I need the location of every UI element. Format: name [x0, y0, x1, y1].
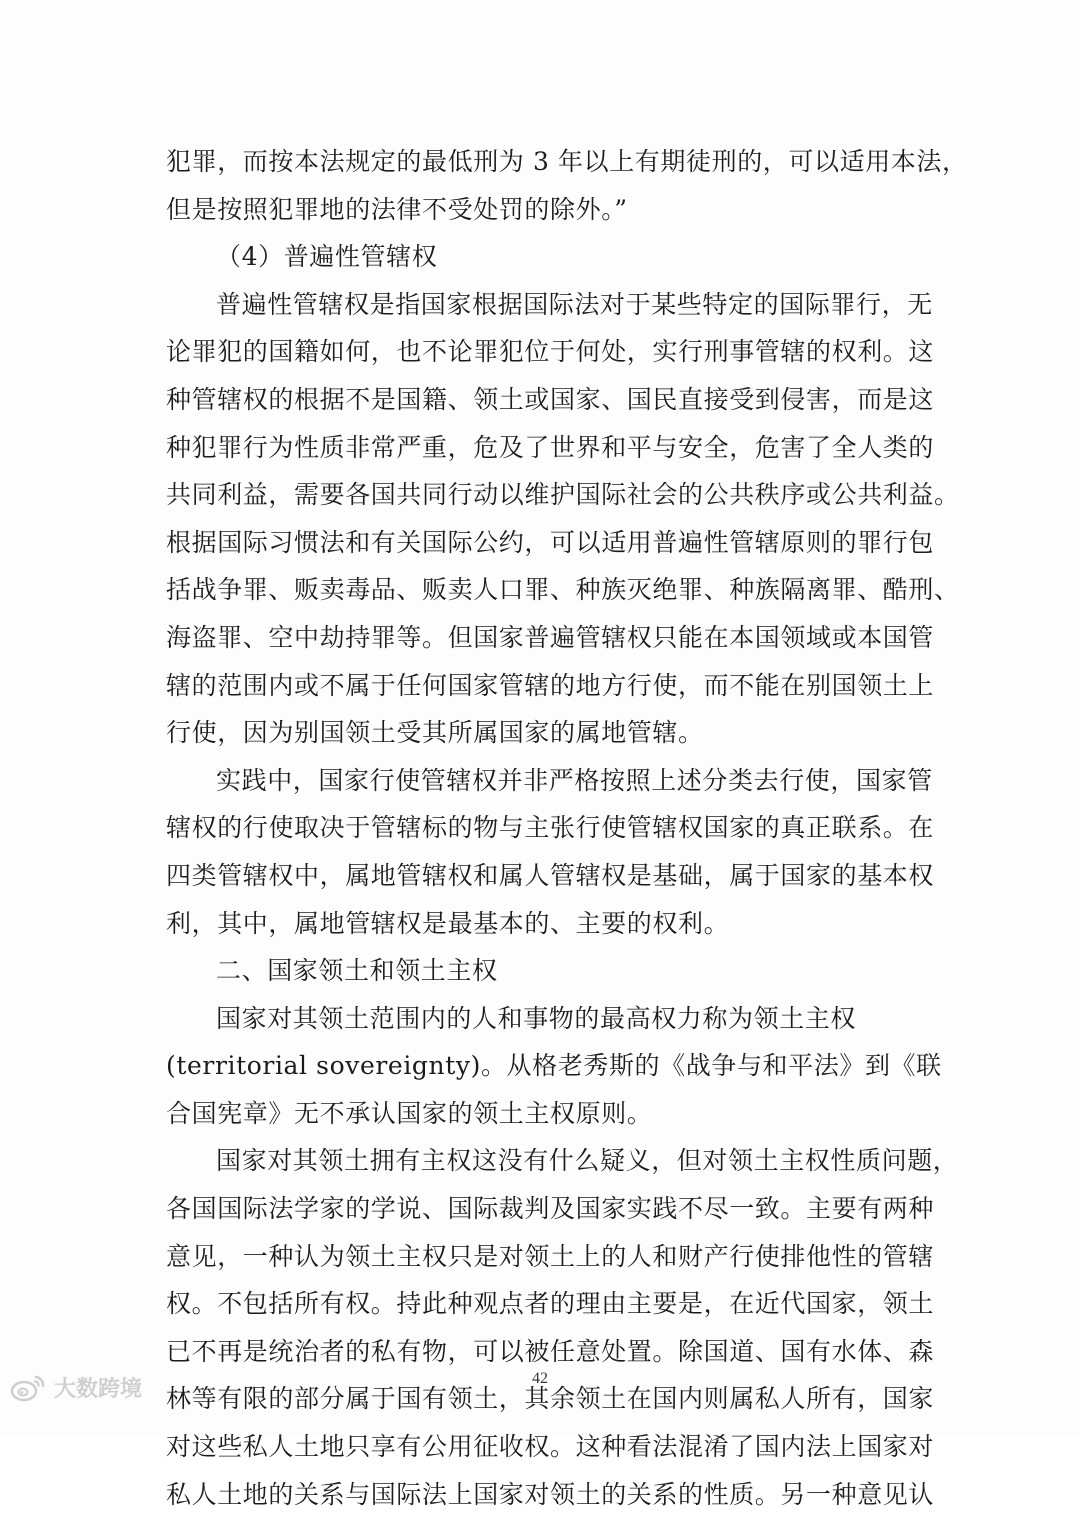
- text-line: 合国宪章》无不承认国家的领土主权原则。: [166, 1098, 653, 1128]
- text-line: 论罪犯的国籍如何，也不论罪犯位于何处，实行刑事管辖的权利。这: [166, 337, 935, 367]
- text-line: 林等有限的部分属于国有领土，其余领土在国内则属私人所有，国家: [166, 1384, 935, 1414]
- text-line: 各国国际法学家的学说、国际裁判及国家实践不尽一致。主要有两种: [166, 1194, 935, 1224]
- watermark: [10, 1372, 142, 1403]
- text-line: 利，其中，属地管辖权是最基本的、主要的权利。: [166, 908, 730, 938]
- page-number: 42: [532, 1370, 548, 1387]
- text-line: 但是按照犯罪地的法律不受处罚的除外。”: [166, 194, 628, 224]
- text-line: 国家对其领土范围内的人和事物的最高权力称为领土主权: [216, 1003, 857, 1033]
- text-line: 种管辖权的根据不是国籍、领土或国家、国民直接受到侵害，而是这: [166, 384, 935, 414]
- weibo-logo-icon: [10, 1373, 46, 1403]
- text-line: 普遍性管辖权是指国家根据国际法对于某些特定的国际罪行，无: [216, 289, 933, 319]
- text-line: 括战争罪、贩卖毒品、贩卖人口罪、种族灭绝罪、种族隔离罪、酷刑、: [166, 575, 960, 605]
- watermark-text: 大数跨境: [54, 1377, 143, 1402]
- text-line: 国家对其领土拥有主权这没有什么疑义，但对领土主权性质问题，: [216, 1146, 959, 1176]
- text-line: （4）普遍性管辖权: [216, 242, 438, 272]
- body-text: [166, 138, 968, 1518]
- text-line: 海盗罪、空中劫持罪等。但国家普遍管辖权只能在本国领域或本国管: [166, 622, 935, 652]
- text-line: 实践中，国家行使管辖权并非严格按照上述分类去行使，国家管: [216, 765, 933, 795]
- text-line: 私人土地的关系与国际法上国家对领土的关系的性质。另一种意见认: [166, 1479, 935, 1509]
- text-line: (territorial sovereignty)。从格老秀斯的《战争与和平法》到《联: [166, 1051, 942, 1081]
- text-line: 四类管辖权中，属地管辖权和属人管辖权是基础，属于国家的基本权: [166, 860, 935, 890]
- text-line: 种犯罪行为性质非常严重，危及了世界和平与安全，危害了全人类的: [166, 432, 935, 462]
- text-line: 二、国家领土和领土主权: [216, 956, 498, 986]
- text-line: 行使，因为别国领土受其所属国家的属地管辖。: [166, 718, 704, 748]
- text-line: 辖的范围内或不属于任何国家管辖的地方行使，而不能在别国领土上: [166, 670, 935, 700]
- text-line: 辖权的行使取决于管辖标的物与主张行使管辖权国家的真正联系。在: [166, 813, 935, 843]
- text-line: 对这些私人土地只享有公用征收权。这种看法混淆了国内法上国家对: [166, 1432, 935, 1462]
- text-line: 根据国际习惯法和有关国际公约，可以适用普遍性管辖原则的罪行包: [166, 527, 935, 557]
- text-line: 共同利益，需要各国共同行动以维护国际社会的公共秩序或公共利益。: [166, 480, 960, 510]
- text-line: 意见，一种认为领土主权只是对领土上的人和财产行使排他性的管辖: [166, 1241, 935, 1271]
- text-line: 已不再是统治者的私有物，可以被任意处置。除国道、国有水体、森: [166, 1336, 935, 1366]
- text-line: 犯罪，而按本法规定的最低刑为 3 年以上有期徒刑的，可以适用本法，: [166, 147, 968, 176]
- text-line: 权。不包括所有权。持此种观点者的理由主要是，在近代国家，领土: [166, 1289, 935, 1319]
